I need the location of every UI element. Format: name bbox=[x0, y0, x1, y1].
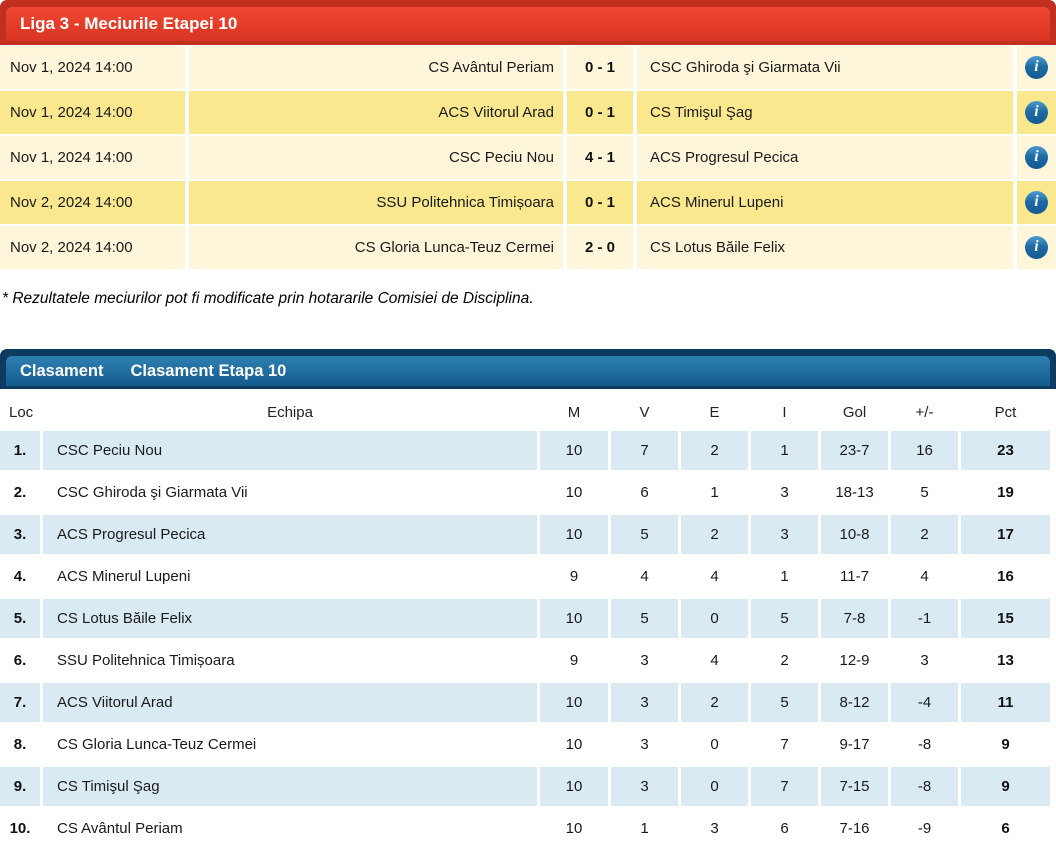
fixture-row bbox=[0, 91, 1056, 134]
losses: 6 bbox=[751, 809, 818, 841]
draws: 1 bbox=[681, 473, 748, 512]
goal-diff: -8 bbox=[891, 725, 958, 764]
info-icon[interactable] bbox=[1025, 56, 1048, 79]
standing-row bbox=[0, 599, 1056, 638]
match-datetime: Nov 2, 2024 14:00 bbox=[0, 181, 185, 224]
points: 19 bbox=[961, 473, 1050, 512]
wins: 3 bbox=[611, 725, 678, 764]
goal-diff: 5 bbox=[891, 473, 958, 512]
info-icon[interactable] bbox=[1025, 101, 1048, 124]
losses: 7 bbox=[751, 725, 818, 764]
away-team: CS Timişul Şag bbox=[637, 91, 1013, 134]
matches-played: 10 bbox=[540, 515, 608, 554]
standing-row bbox=[0, 515, 1056, 554]
info-icon[interactable] bbox=[1025, 146, 1048, 169]
losses: 7 bbox=[751, 767, 818, 806]
info-icon-glyph: i bbox=[1034, 102, 1039, 120]
wins: 3 bbox=[611, 641, 678, 680]
team-name: CS Timişul Şag bbox=[43, 767, 537, 806]
fixtures-table bbox=[0, 46, 1056, 269]
fixture-row bbox=[0, 136, 1056, 179]
match-datetime: Nov 1, 2024 14:00 bbox=[0, 136, 185, 179]
info-icon-glyph: i bbox=[1034, 237, 1039, 255]
losses: 3 bbox=[751, 515, 818, 554]
points: 9 bbox=[961, 725, 1050, 764]
rank: 4. bbox=[0, 557, 40, 596]
goals: 18-13 bbox=[821, 473, 888, 512]
points: 16 bbox=[961, 557, 1050, 596]
col-header-pct: Pct bbox=[961, 394, 1050, 430]
standing-row bbox=[0, 557, 1056, 596]
col-header-diff: +/- bbox=[891, 394, 958, 430]
goals: 12-9 bbox=[821, 641, 888, 680]
info-cell bbox=[1017, 46, 1056, 89]
goals: 23-7 bbox=[821, 431, 888, 470]
standing-row bbox=[0, 641, 1056, 680]
rank: 8. bbox=[0, 725, 40, 764]
info-icon-glyph: i bbox=[1034, 192, 1039, 210]
info-icon-glyph: i bbox=[1034, 57, 1039, 75]
standings-header-bar bbox=[0, 349, 1056, 389]
fixture-row bbox=[0, 46, 1056, 89]
matches-played: 10 bbox=[540, 809, 608, 841]
points: 13 bbox=[961, 641, 1050, 680]
points: 11 bbox=[961, 683, 1050, 722]
away-team: CSC Ghiroda şi Giarmata Vii bbox=[637, 46, 1013, 89]
matches-played: 10 bbox=[540, 599, 608, 638]
fixtures-header-bar bbox=[0, 0, 1056, 45]
rank: 9. bbox=[0, 767, 40, 806]
match-datetime: Nov 1, 2024 14:00 bbox=[0, 91, 185, 134]
matches-played: 9 bbox=[540, 641, 608, 680]
goals: 10-8 bbox=[821, 515, 888, 554]
points: 9 bbox=[961, 767, 1050, 806]
draws: 0 bbox=[681, 599, 748, 638]
draws: 2 bbox=[681, 431, 748, 470]
standing-row bbox=[0, 809, 1056, 841]
info-icon[interactable] bbox=[1025, 236, 1048, 259]
away-team: ACS Minerul Lupeni bbox=[637, 181, 1013, 224]
team-name: CSC Ghiroda şi Giarmata Vii bbox=[43, 473, 537, 512]
standing-row bbox=[0, 431, 1056, 470]
wins: 3 bbox=[611, 767, 678, 806]
info-icon-glyph: i bbox=[1034, 147, 1039, 165]
home-team: CSC Peciu Nou bbox=[189, 136, 563, 179]
away-team: CS Lotus Băile Felix bbox=[637, 226, 1013, 269]
standings-table bbox=[0, 394, 1056, 841]
match-score: 4 - 1 bbox=[567, 136, 633, 179]
wins: 7 bbox=[611, 431, 678, 470]
match-score: 0 - 1 bbox=[567, 46, 633, 89]
losses: 1 bbox=[751, 557, 818, 596]
team-name: CS Avântul Periam bbox=[43, 809, 537, 841]
info-cell bbox=[1017, 226, 1056, 269]
points: 15 bbox=[961, 599, 1050, 638]
home-team: CS Gloria Lunca-Teuz Cermei bbox=[189, 226, 563, 269]
team-name: ACS Viitorul Arad bbox=[43, 683, 537, 722]
col-header-loc: Loc bbox=[0, 394, 40, 430]
match-score: 2 - 0 bbox=[567, 226, 633, 269]
losses: 3 bbox=[751, 473, 818, 512]
col-header-m: M bbox=[540, 394, 608, 430]
matches-played: 10 bbox=[540, 683, 608, 722]
goal-diff: 2 bbox=[891, 515, 958, 554]
standing-row bbox=[0, 683, 1056, 722]
goal-diff: -9 bbox=[891, 809, 958, 841]
goals: 7-8 bbox=[821, 599, 888, 638]
wins: 5 bbox=[611, 515, 678, 554]
goals: 9-17 bbox=[821, 725, 888, 764]
draws: 0 bbox=[681, 725, 748, 764]
goals: 8-12 bbox=[821, 683, 888, 722]
matches-played: 10 bbox=[540, 473, 608, 512]
goal-diff: 4 bbox=[891, 557, 958, 596]
fixture-row bbox=[0, 226, 1056, 269]
goals: 7-16 bbox=[821, 809, 888, 841]
goal-diff: -1 bbox=[891, 599, 958, 638]
team-name: ACS Minerul Lupeni bbox=[43, 557, 537, 596]
wins: 6 bbox=[611, 473, 678, 512]
standing-row bbox=[0, 767, 1056, 806]
team-name: ACS Progresul Pecica bbox=[43, 515, 537, 554]
draws: 2 bbox=[681, 683, 748, 722]
home-team: SSU Politehnica Timișoara bbox=[189, 181, 563, 224]
col-header-e: E bbox=[681, 394, 748, 430]
rank: 10. bbox=[0, 809, 40, 841]
wins: 1 bbox=[611, 809, 678, 841]
fixtures-title: Liga 3 - Meciurile Etapei 10 bbox=[6, 7, 1050, 41]
standings-column-headers bbox=[0, 394, 1056, 430]
matches-played: 10 bbox=[540, 431, 608, 470]
col-header-echipa: Echipa bbox=[43, 394, 537, 430]
col-header-v: V bbox=[611, 394, 678, 430]
draws: 3 bbox=[681, 809, 748, 841]
rank: 2. bbox=[0, 473, 40, 512]
home-team: ACS Viitorul Arad bbox=[189, 91, 563, 134]
draws: 2 bbox=[681, 515, 748, 554]
matches-played: 9 bbox=[540, 557, 608, 596]
goals: 11-7 bbox=[821, 557, 888, 596]
losses: 2 bbox=[751, 641, 818, 680]
rank: 5. bbox=[0, 599, 40, 638]
losses: 5 bbox=[751, 683, 818, 722]
standings-title-label: Clasament bbox=[20, 361, 104, 380]
rank: 3. bbox=[0, 515, 40, 554]
points: 23 bbox=[961, 431, 1050, 470]
team-name: CS Gloria Lunca-Teuz Cermei bbox=[43, 725, 537, 764]
rank: 7. bbox=[0, 683, 40, 722]
match-score: 0 - 1 bbox=[567, 91, 633, 134]
goal-diff: -8 bbox=[891, 767, 958, 806]
rank: 6. bbox=[0, 641, 40, 680]
away-team: ACS Progresul Pecica bbox=[637, 136, 1013, 179]
info-cell bbox=[1017, 181, 1056, 224]
info-cell bbox=[1017, 136, 1056, 179]
wins: 4 bbox=[611, 557, 678, 596]
points: 17 bbox=[961, 515, 1050, 554]
standing-row bbox=[0, 473, 1056, 512]
losses: 1 bbox=[751, 431, 818, 470]
losses: 5 bbox=[751, 599, 818, 638]
col-header-gol: Gol bbox=[821, 394, 888, 430]
goals: 7-15 bbox=[821, 767, 888, 806]
team-name: CSC Peciu Nou bbox=[43, 431, 537, 470]
goal-diff: -4 bbox=[891, 683, 958, 722]
fixture-row bbox=[0, 181, 1056, 224]
standings-title bbox=[6, 356, 1050, 386]
matches-played: 10 bbox=[540, 725, 608, 764]
col-header-i: I bbox=[751, 394, 818, 430]
info-icon[interactable] bbox=[1025, 191, 1048, 214]
wins: 5 bbox=[611, 599, 678, 638]
match-datetime: Nov 1, 2024 14:00 bbox=[0, 46, 185, 89]
match-score: 0 - 1 bbox=[567, 181, 633, 224]
rank: 1. bbox=[0, 431, 40, 470]
matches-played: 10 bbox=[540, 767, 608, 806]
info-cell bbox=[1017, 91, 1056, 134]
draws: 4 bbox=[681, 641, 748, 680]
match-datetime: Nov 2, 2024 14:00 bbox=[0, 226, 185, 269]
draws: 4 bbox=[681, 557, 748, 596]
team-name: CS Lotus Băile Felix bbox=[43, 599, 537, 638]
wins: 3 bbox=[611, 683, 678, 722]
goal-diff: 16 bbox=[891, 431, 958, 470]
results-disclaimer: * Rezultatele meciurilor pot fi modificate prin hotararile Comisiei de Disciplina. bbox=[2, 290, 534, 307]
goal-diff: 3 bbox=[891, 641, 958, 680]
points: 6 bbox=[961, 809, 1050, 841]
standing-row bbox=[0, 725, 1056, 764]
team-name: SSU Politehnica Timișoara bbox=[43, 641, 537, 680]
draws: 0 bbox=[681, 767, 748, 806]
home-team: CS Avântul Periam bbox=[189, 46, 563, 89]
standings-stage-label: Clasament Etapa 10 bbox=[130, 361, 287, 380]
